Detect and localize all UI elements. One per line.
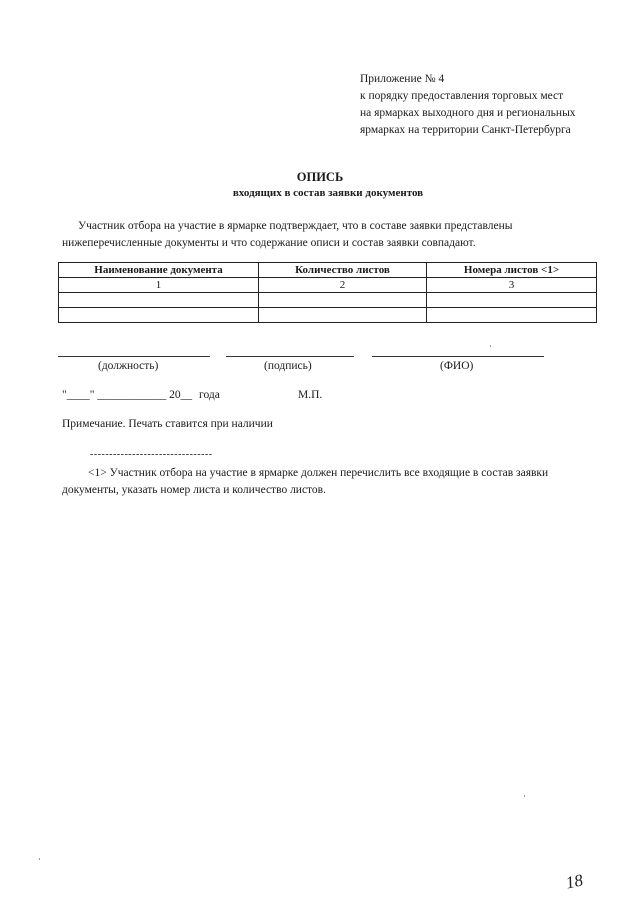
appendix-line: к порядку предоставления торговых мест (360, 90, 564, 102)
appendix-header (360, 71, 576, 139)
document-title: ОПИСЬ (296, 170, 344, 184)
year-word: года (199, 389, 220, 401)
stamp-place-label: М.П. (298, 389, 323, 401)
column-header-sheet-count: Количество листов (259, 263, 427, 278)
year-prefix: 20 (169, 389, 181, 401)
table-cell (59, 308, 259, 323)
intro-paragraph (62, 218, 513, 252)
footnote (62, 465, 548, 499)
day-blank: ____ (66, 389, 90, 401)
note-text: Примечание. Печать ставится при наличии (62, 418, 273, 430)
table-cell (259, 308, 427, 323)
month-blank: ____________ (97, 389, 167, 401)
appendix-line: Приложение № 4 (360, 73, 445, 85)
handwritten-page-number: 18 (564, 870, 585, 893)
intro-line: нижеперечисленные документы и что содержание описи и состав заявки совпадают. (62, 237, 476, 249)
table-row (59, 308, 597, 323)
footnote-divider: -------------------------------- (90, 449, 213, 460)
footnote-line: <1> Участник отбора на участие в ярмарке должен перечислить все входящие в состав заявки (88, 467, 549, 479)
table-cell (59, 293, 259, 308)
position-signature-line (58, 356, 210, 357)
quote-mark: " (62, 389, 67, 401)
scan-speck (490, 345, 491, 347)
position-label: (должность) (98, 360, 159, 372)
column-number: 3 (427, 278, 597, 293)
scan-speck (39, 858, 40, 860)
table-cell (259, 293, 427, 308)
signature-label: (подпись) (264, 360, 312, 372)
year-blank: __ (180, 389, 193, 401)
appendix-line: на ярмарках выходного дня и региональных (360, 107, 576, 119)
name-signature-line (372, 356, 544, 357)
footnote-line: документы, указать номер листа и количество листов. (62, 484, 326, 496)
column-number: 2 (259, 278, 427, 293)
date-line (62, 389, 220, 403)
intro-line: Участник отбора на участие в ярмарке подтверждает, что в составе заявки представлены (78, 220, 513, 232)
signature-line (226, 356, 354, 357)
quote-mark: " (89, 389, 95, 401)
documents-table (58, 262, 597, 323)
table-number-row (59, 278, 597, 293)
name-label: (ФИО) (440, 360, 474, 372)
table-row (59, 293, 597, 308)
column-header-document-name: Наименование документа (59, 263, 259, 278)
appendix-line: ярмарках на территории Санкт-Петербурга (360, 124, 571, 136)
column-number: 1 (59, 278, 259, 293)
column-header-sheet-numbers: Номера листов <1> (427, 263, 597, 278)
table-header-row (59, 263, 597, 278)
scan-speck (524, 795, 525, 797)
table-cell (427, 308, 597, 323)
table-cell (427, 293, 597, 308)
document-subtitle: входящих в состав заявки документов (232, 187, 424, 199)
